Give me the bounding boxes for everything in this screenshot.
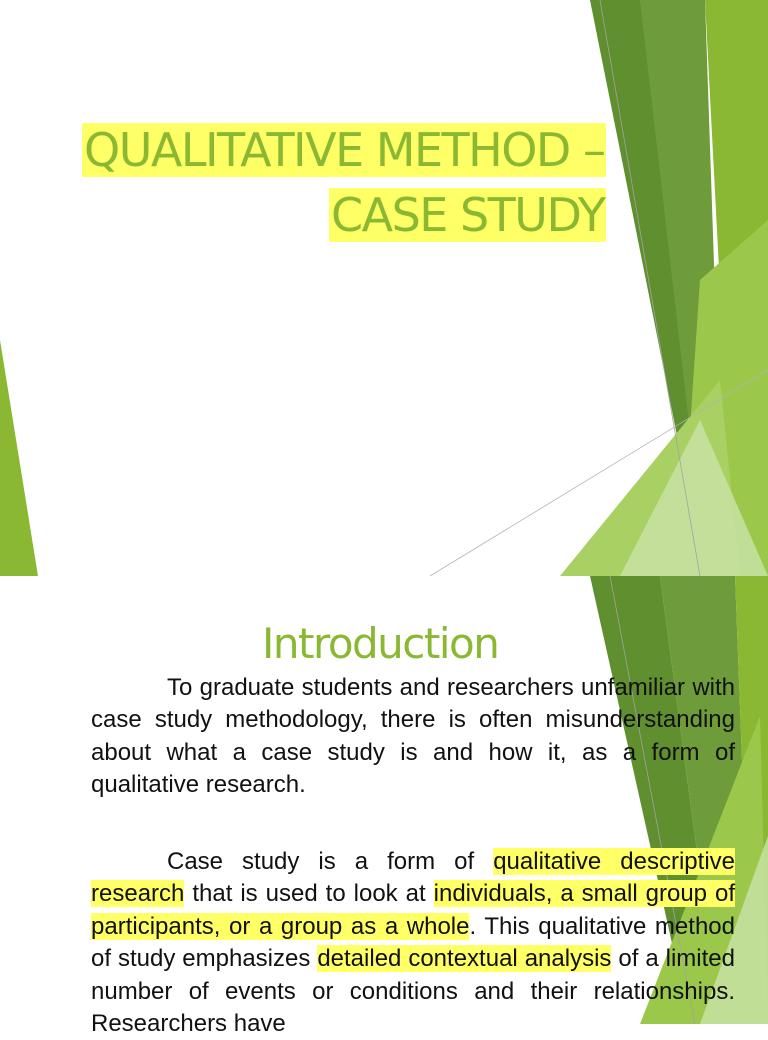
section-heading: Introduction: [262, 619, 499, 668]
highlighted-phrase: qualitative descriptive research: [91, 848, 736, 908]
paragraph-1-text: To graduate students and researchers unfamiliar with case study methodology, there is often misunderstanding about what a case study is and how it, as a form of qualitative research.: [91, 674, 735, 799]
paragraph-2-text: that is used to look at: [184, 880, 434, 908]
slide-title-line-2: CASE STUDY: [331, 188, 605, 242]
intro-paragraph-1: [91, 672, 735, 802]
slide-title-line-1: QUALITATIVE METHOD –: [84, 123, 605, 177]
highlighted-phrase: individuals, a small group of participants, or a group as a whole: [91, 880, 736, 940]
intro-paragraph-2: [91, 846, 735, 1040]
paragraph-2-text: Case study is a form of: [167, 848, 494, 875]
paragraph-2-text: . This qualitative method of study emphasizes: [91, 912, 735, 973]
paragraph-2-text: of a limited number of events or conditions and their relationships. Researchers have: [91, 945, 735, 1038]
highlighted-phrase: detailed contextual analysis: [317, 945, 612, 973]
